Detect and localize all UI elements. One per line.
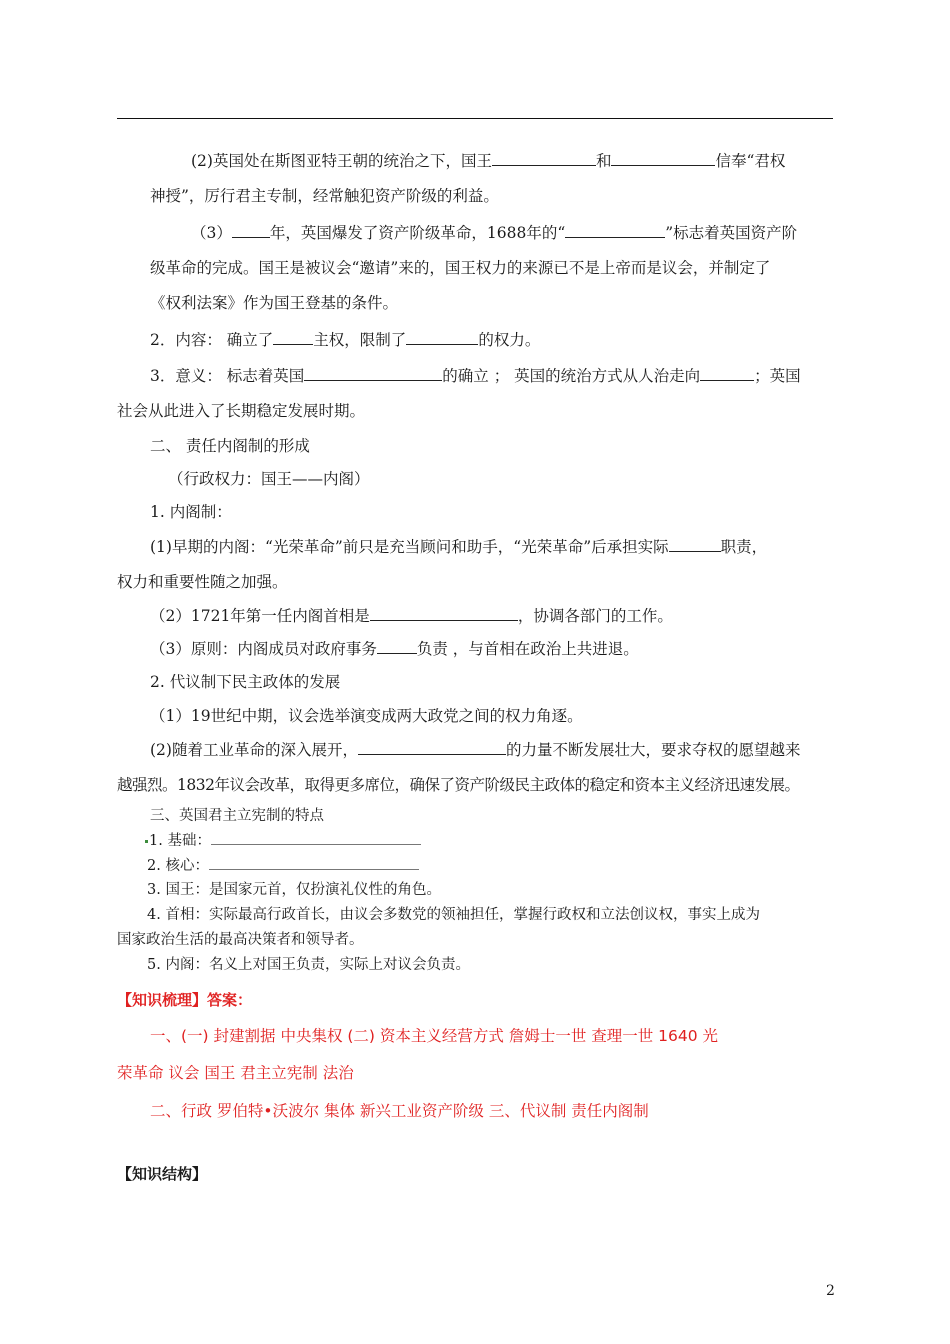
representative-line-1: （1）19世纪中期，议会选举演变成两大政党之间的权力角逐。: [150, 707, 583, 725]
representative-line-2: (2)随着工业革命的深入展开， 的力量不断发展壮大，要求夺权的愿望越来: [150, 741, 801, 759]
line-2-a: (2)英国处在斯图亚特王朝的统治之下，国王 和 信奉“君权: [191, 152, 786, 170]
cabinet-title: 1. 内阁制：: [150, 503, 232, 521]
feature-cabinet: 5. 内阁：名义上对国王负责，实际上对议会负责。: [147, 957, 470, 973]
blank-system[interactable]: [304, 366, 442, 381]
blank-event[interactable]: [565, 223, 665, 238]
feature-basis: 1. 基础：: [145, 830, 421, 851]
cabinet-line-3: （3）原则：内阁成员对政府事务 负责 ，与首相在政治上共进退。: [150, 640, 639, 658]
blank-collective[interactable]: [377, 639, 417, 654]
blank-rule[interactable]: [700, 366, 754, 381]
line-2-b: 神授”，厉行君主专制，经常触犯资产阶级的利益。: [150, 187, 499, 205]
cabinet-line-1-b: 权力和重要性随之加强。: [117, 573, 288, 591]
feature-prime-minister: 4. 首相：实际最高行政首长，由议会多数党的领袖担任，掌握行政权和立法创议权，事实上成为: [147, 907, 760, 923]
blank-basis[interactable]: [211, 830, 421, 845]
meaning-line: 3．意义： 标志着英国 的确立 ； 英国的统治方式从人治走向 ；英国: [150, 367, 801, 385]
answers-heading: 【知识梳理】答案：: [117, 991, 253, 1009]
section-2-heading: 二、 责任内阁制的形成: [150, 437, 310, 455]
section-3-heading: 三、英国君主立宪制的特点: [150, 808, 324, 824]
cabinet-line-2: （2）1721年第一任内阁首相是 ，协调各部门的工作。: [150, 607, 673, 625]
page-number: 2: [826, 1283, 835, 1299]
representative-title: 2. 代议制下民主政体的发展: [150, 673, 341, 691]
marker-dot: [145, 840, 148, 843]
blank-duty[interactable]: [669, 537, 721, 552]
blank-king-2[interactable]: [611, 151, 715, 166]
blank-king-1[interactable]: [492, 151, 596, 166]
line-3-b: 级革命的完成。国王是被议会“邀请”来的，国王权力的来源已不是上帝而是议会，并制定了: [150, 259, 771, 277]
section-2-subheading: （行政权力：国王——内阁）: [168, 470, 370, 488]
feature-king: 3. 国王：是国家元首，仅扮演礼仪性的角色。: [147, 882, 441, 898]
blank-power[interactable]: [406, 330, 478, 345]
answers-line-3: 二、行政 罗伯特•沃波尔 集体 新兴工业资产阶级 三、代议制 责任内阁制: [150, 1102, 649, 1120]
cabinet-line-1: (1)早期的内阁：“光荣革命”前只是充当顾问和助手，“光荣革命”后承担实际 职责，: [150, 538, 768, 556]
line-3-a: （3） 年，英国爆发了资产阶级革命，1688年的“ ”标志着英国资产阶: [191, 224, 798, 242]
blank-sovereignty[interactable]: [273, 330, 313, 345]
blank-year[interactable]: [232, 223, 270, 238]
line-3-c: 《权利法案》作为国王登基的条件。: [150, 294, 399, 312]
answers-line-2: 荣革命 议会 国王 君主立宪制 法治: [117, 1064, 354, 1082]
blank-core[interactable]: [209, 855, 419, 870]
feature-prime-minister-b: 国家政治生活的最高决策者和领导者。: [117, 932, 364, 948]
answers-line-1: 一、(一) 封建割据 中央集权 (二) 资本主义经营方式 詹姆士一世 查理一世 1640 光: [150, 1027, 719, 1045]
blank-prime-minister[interactable]: [370, 606, 518, 621]
header-rule: [117, 118, 833, 119]
representative-line-2-b: 越强烈。1832年议会改革，取得更多席位，确保了资产阶级民主政体的稳定和资本主义经济迅速发展。: [117, 776, 800, 794]
meaning-line-b: 社会从此进入了长期稳定发展时期。: [117, 402, 366, 420]
feature-core: 2. 核心：: [147, 855, 419, 876]
blank-class[interactable]: [358, 740, 506, 755]
knowledge-structure-heading: 【知识结构】: [117, 1165, 208, 1183]
content-line: 2．内容： 确立了 主权，限制了 的权力。: [150, 331, 541, 349]
